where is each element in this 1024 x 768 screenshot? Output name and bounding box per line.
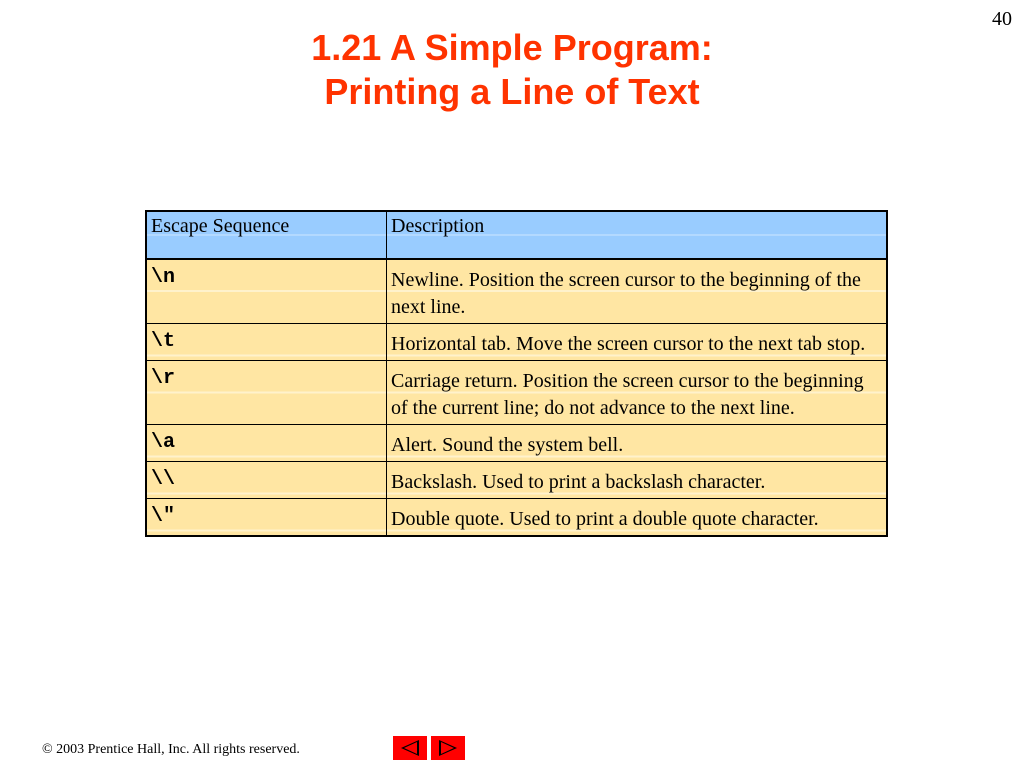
page-number: 40 (992, 8, 1012, 30)
table-row (146, 462, 887, 499)
table-header-row (146, 211, 887, 259)
table-row (146, 324, 887, 361)
copyright-footer: © 2003 Prentice Hall, Inc. All rights reserved. (42, 742, 300, 757)
description-cell: Carriage return. Position the screen cursor to the beginning of the current line; do not advance to the next line. (387, 361, 888, 425)
slide-title-line-2: Printing a Line of Text (324, 71, 700, 112)
next-slide-button[interactable] (431, 736, 465, 760)
slide-title (0, 26, 1024, 114)
triangle-left-icon (399, 739, 421, 757)
table-row (146, 259, 887, 324)
slide-navigation (393, 736, 465, 760)
description-cell: Backslash. Used to print a backslash character. (387, 462, 888, 499)
escape-sequence-table (145, 210, 888, 537)
table-row (146, 499, 887, 537)
triangle-right-icon (437, 739, 459, 757)
escape-sequence-cell: \n (146, 259, 387, 324)
table-row (146, 361, 887, 425)
slide-title-line-1: 1.21 A Simple Program: (311, 27, 713, 68)
description-cell: Newline. Position the screen cursor to the beginning of the next line. (387, 259, 888, 324)
description-cell: Alert. Sound the system bell. (387, 425, 888, 462)
escape-sequence-cell: \" (146, 499, 387, 537)
escape-sequence-cell: \t (146, 324, 387, 361)
description-cell: Double quote. Used to print a double quote character. (387, 499, 888, 537)
escape-sequence-cell: \r (146, 361, 387, 425)
escape-sequence-cell: \a (146, 425, 387, 462)
header-escape-sequence: Escape Sequence (146, 211, 387, 259)
description-cell: Horizontal tab. Move the screen cursor to the next tab stop. (387, 324, 888, 361)
escape-sequence-cell: \\ (146, 462, 387, 499)
header-description: Description (387, 211, 888, 259)
table-row (146, 425, 887, 462)
previous-slide-button[interactable] (393, 736, 427, 760)
